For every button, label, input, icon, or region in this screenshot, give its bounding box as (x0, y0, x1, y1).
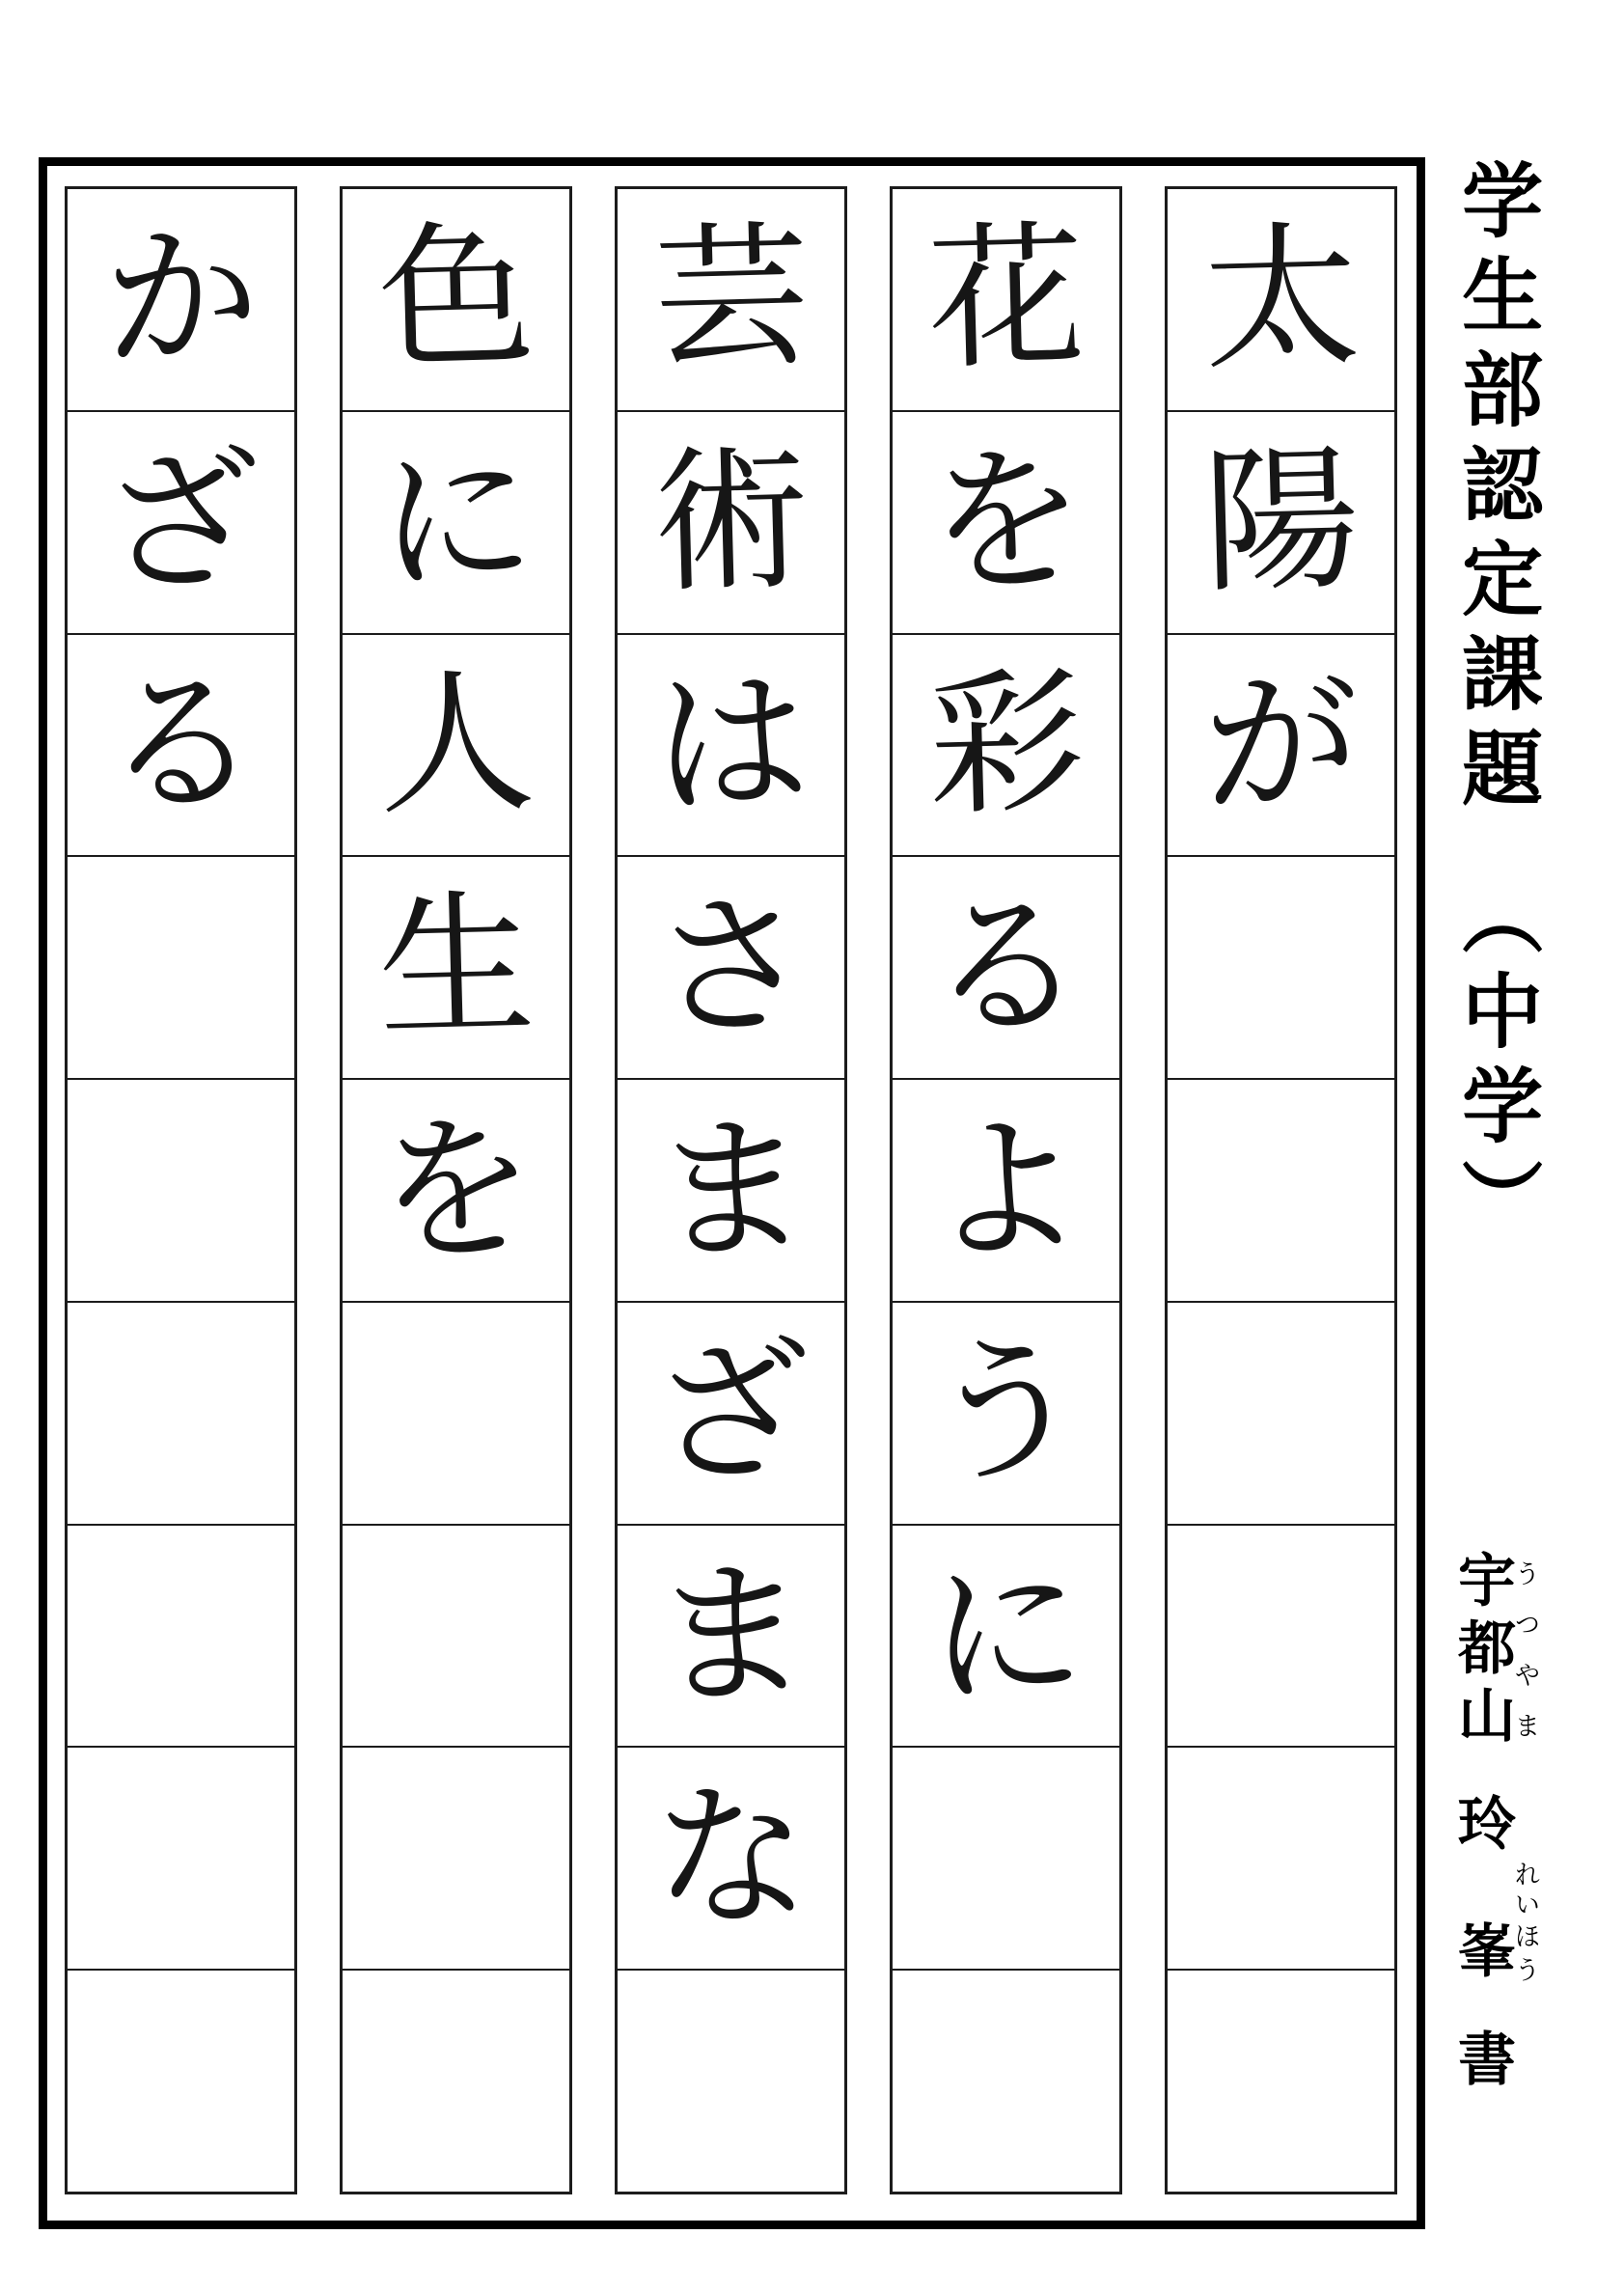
handwritten-character: る (100, 651, 261, 839)
grid-cell-c5-r5 (68, 1080, 294, 1303)
signature-given-name-2-text: 峯 (1448, 1920, 1516, 1988)
handwritten-character: 術 (650, 429, 812, 616)
grid-cell-c1-r5 (1168, 1080, 1394, 1303)
grid-cell-c2-r6 (893, 1303, 1119, 1526)
writing-grid (65, 186, 1397, 2194)
grid-cell-c1-r1 (1168, 189, 1394, 412)
grid-cell-c2-r8 (893, 1748, 1119, 1971)
grid-column-4 (340, 186, 572, 2194)
signature-given-name-1-text: 玲 (1448, 1793, 1516, 1861)
grid-cell-c3-r5 (618, 1080, 844, 1303)
signature-given-name-1 (1448, 1793, 1540, 1920)
grid-cell-c3-r2 (618, 412, 844, 635)
grid-cell-c4-r5 (343, 1080, 569, 1303)
signature-suffix: 書 (1448, 2028, 1516, 2096)
handwritten-character: な (650, 1765, 812, 1951)
grid-cell-c5-r8 (68, 1748, 294, 1971)
grid-cell-c2-r1 (893, 189, 1119, 412)
handwritten-character: を (925, 429, 1087, 616)
grid-cell-c4-r1 (343, 189, 569, 412)
grid-cell-c1-r6 (1168, 1303, 1394, 1526)
assignment-title-text: 学生部認定課題 (1448, 158, 1545, 820)
grid-cell-c1-r2 (1168, 412, 1394, 635)
grid-cell-c2-r3 (893, 635, 1119, 858)
grid-column-2 (890, 186, 1122, 2194)
grid-cell-c1-r3 (1168, 635, 1394, 858)
handwritten-character: ま (650, 1097, 812, 1283)
grid-cell-c3-r1 (618, 189, 844, 412)
grid-cell-c1-r4 (1168, 857, 1394, 1080)
grid-cell-c1-r8 (1168, 1748, 1394, 1971)
grid-cell-c5-r2 (68, 412, 294, 635)
handwritten-character: よ (925, 1097, 1087, 1283)
signature-family-name-text: 宇都山 (1448, 1550, 1516, 1752)
grid-cell-c4-r7 (343, 1526, 569, 1749)
handwritten-character: う (925, 1320, 1087, 1506)
signature-given-name-2-furigana: ほう (1509, 1920, 1540, 1988)
grid-cell-c2-r4 (893, 857, 1119, 1080)
grid-cell-c5-r9 (68, 1971, 294, 2192)
grid-cell-c2-r9 (893, 1971, 1119, 2192)
grid-column-5-leftmost (65, 186, 297, 2194)
grid-cell-c2-r2 (893, 412, 1119, 635)
handwritten-character: 人 (375, 651, 537, 839)
handwritten-character: 色 (375, 207, 537, 393)
handwritten-character: 生 (375, 874, 537, 1061)
grid-cell-c5-r6 (68, 1303, 294, 1526)
handwritten-character: 彩 (925, 651, 1087, 839)
grid-cell-c4-r3 (343, 635, 569, 858)
calligrapher-signature (1445, 1550, 1538, 2096)
handwritten-character: ざ (650, 1320, 812, 1506)
grid-cell-c1-r9 (1168, 1971, 1394, 2192)
grid-cell-c3-r9 (618, 1971, 844, 2192)
grid-cell-c1-r7 (1168, 1526, 1394, 1749)
assignment-level-label: （中学） (1448, 874, 1545, 1253)
handwritten-character: が (1200, 651, 1362, 839)
handwritten-character: に (925, 1542, 1087, 1729)
grid-cell-c3-r7 (618, 1526, 844, 1749)
handwritten-character: は (650, 651, 812, 839)
handwritten-character: か (100, 207, 261, 393)
handwritten-character: る (925, 874, 1087, 1061)
handwritten-character: 芸 (650, 207, 812, 393)
handwritten-character: ま (650, 1542, 812, 1729)
grid-cell-c5-r3 (68, 635, 294, 858)
grid-cell-c3-r6 (618, 1303, 844, 1526)
grid-cell-c4-r4 (343, 857, 569, 1080)
handwritten-character: 陽 (1200, 429, 1362, 616)
signature-family-name-furigana: うつやま (1509, 1550, 1540, 1752)
grid-cell-c5-r7 (68, 1526, 294, 1749)
grid-cell-c4-r6 (343, 1303, 569, 1526)
grid-cell-c3-r3 (618, 635, 844, 858)
assignment-title (1449, 158, 1543, 1253)
grid-cell-c3-r4 (618, 857, 844, 1080)
grid-column-1-rightmost (1165, 186, 1397, 2194)
signature-family-name (1448, 1550, 1540, 1752)
handwritten-character: 花 (925, 207, 1087, 393)
handwritten-character: 太 (1200, 207, 1362, 393)
grid-cell-c3-r8 (618, 1748, 844, 1971)
grid-cell-c2-r5 (893, 1080, 1119, 1303)
handwritten-character: を (375, 1097, 537, 1283)
signature-given-name-1-furigana: れい (1509, 1861, 1540, 1920)
grid-cell-c5-r1 (68, 189, 294, 412)
handwritten-character: に (375, 429, 537, 616)
grid-column-3 (615, 186, 847, 2194)
signature-given-name-2 (1448, 1920, 1540, 1988)
handwritten-character: さ (650, 874, 812, 1061)
grid-cell-c4-r2 (343, 412, 569, 635)
grid-cell-c5-r4 (68, 857, 294, 1080)
grid-cell-c2-r7 (893, 1526, 1119, 1749)
grid-cell-c4-r9 (343, 1971, 569, 2192)
grid-cell-c4-r8 (343, 1748, 569, 1971)
handwritten-character: ざ (100, 429, 261, 616)
